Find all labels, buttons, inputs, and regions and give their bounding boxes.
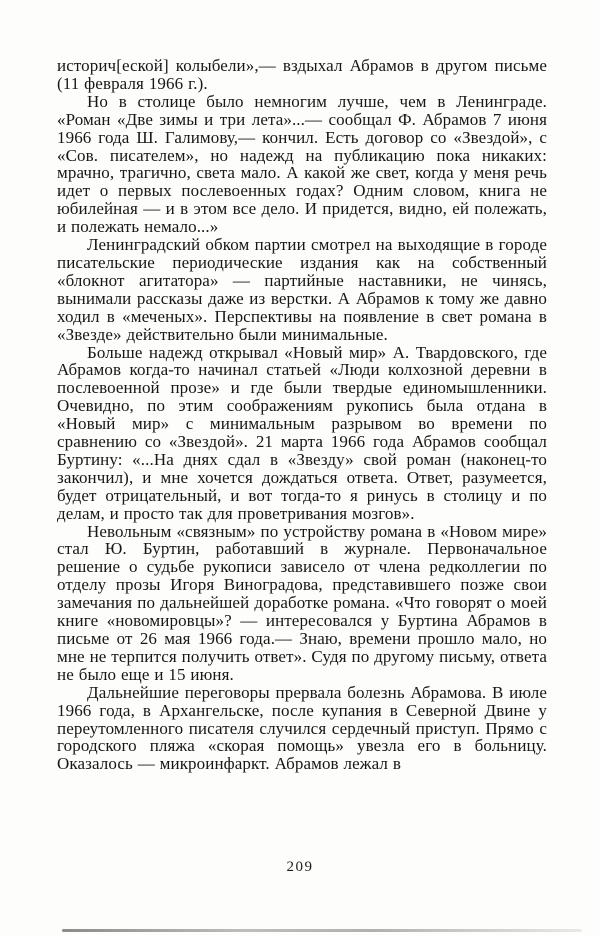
scan-edge-artifact xyxy=(62,929,582,932)
paragraph: Больше надежд открывал «Новый мир» А. Твардовского, где Абрамов когда-то начинал статьей «Люди колхозной деревни в послевоенной прозе» и где были твердые единомышленники. Очевидно, по этим соображениям рукопись была отдана в «Новый мир» с минимальным разрывом во времени по сравнению со «Звездой». 21 марта 1966 года Абрамов сообщал Буртину: «...На днях сдал в «Звезду» свой роман (наконец-то закончил), и мне хочется дождаться ответа. Ответ, разумеется, будет отрицательный, и вот тогда-то я ринусь в столицу и по делам, и просто так для проветривания мозгов». xyxy=(57,342,547,523)
paragraph: историч[еской] колыбели»,— вздыхал Абрамов в другом письме (11 февраля 1966 г.). xyxy=(57,56,547,93)
text-block xyxy=(57,57,547,773)
paragraph: Ленинградский обком партии смотрел на выходящие в городе писательские периодические издания как на собственный «блокнот агитатора» — партийные наставники, не чинясь, вынимали рассказы даже из верстки. А Абрамов к тому же давно ходил в «меченых». Перспективы на появление в свет романа в «Звезде» действительно были минимальные. xyxy=(57,235,547,344)
paragraph: Но в столице было немногим лучше, чем в Ленинграде. «Роман «Две зимы и три лета»...— сообщал Ф. Абрамов 7 июня 1966 года Ш. Галимову,— кончил. Есть договор со «Звездой», с «Сов. писателем», но надежд на публикацию пока никаких: мрачно, трагично, света мало. А какой же свет, когда у меня речь идет о первых послевоенных годах? Одним словом, книга не юбилейная — и в этом все дело. И придется, видно, ей полежать, и полежать немало...» xyxy=(57,91,547,237)
paragraph: Невольным «связным» по устройству романа в «Новом мире» стал Ю. Буртин, работавший в журнале. Первоначальное решение о судьбе рукописи зависело от члена редколлегии по отделу прозы Игоря Виноградова, представившего позже свои замечания по дальнейшей доработке романа. «Что говорят о моей книге «новомировцы»? — интересовался у Буртина Абрамов в письме от 26 мая 1966 года.— Знаю, времени прошло мало, но мне не терпится получить ответ». Судя по другому письму, ответа не было еще и 15 июня. xyxy=(57,521,547,684)
page-number: 209 xyxy=(286,859,314,875)
paragraph: Дальнейшие переговоры прервала болезнь Абрамова. В июле 1966 года, в Архангельске, после купания в Северной Двине у переутомленного писателя случился сердечный приступ. Прямо с городского пляжа «скорая помощь» увезла его в больницу. Оказалось — микроинфаркт. Абрамов лежал в xyxy=(57,682,547,774)
